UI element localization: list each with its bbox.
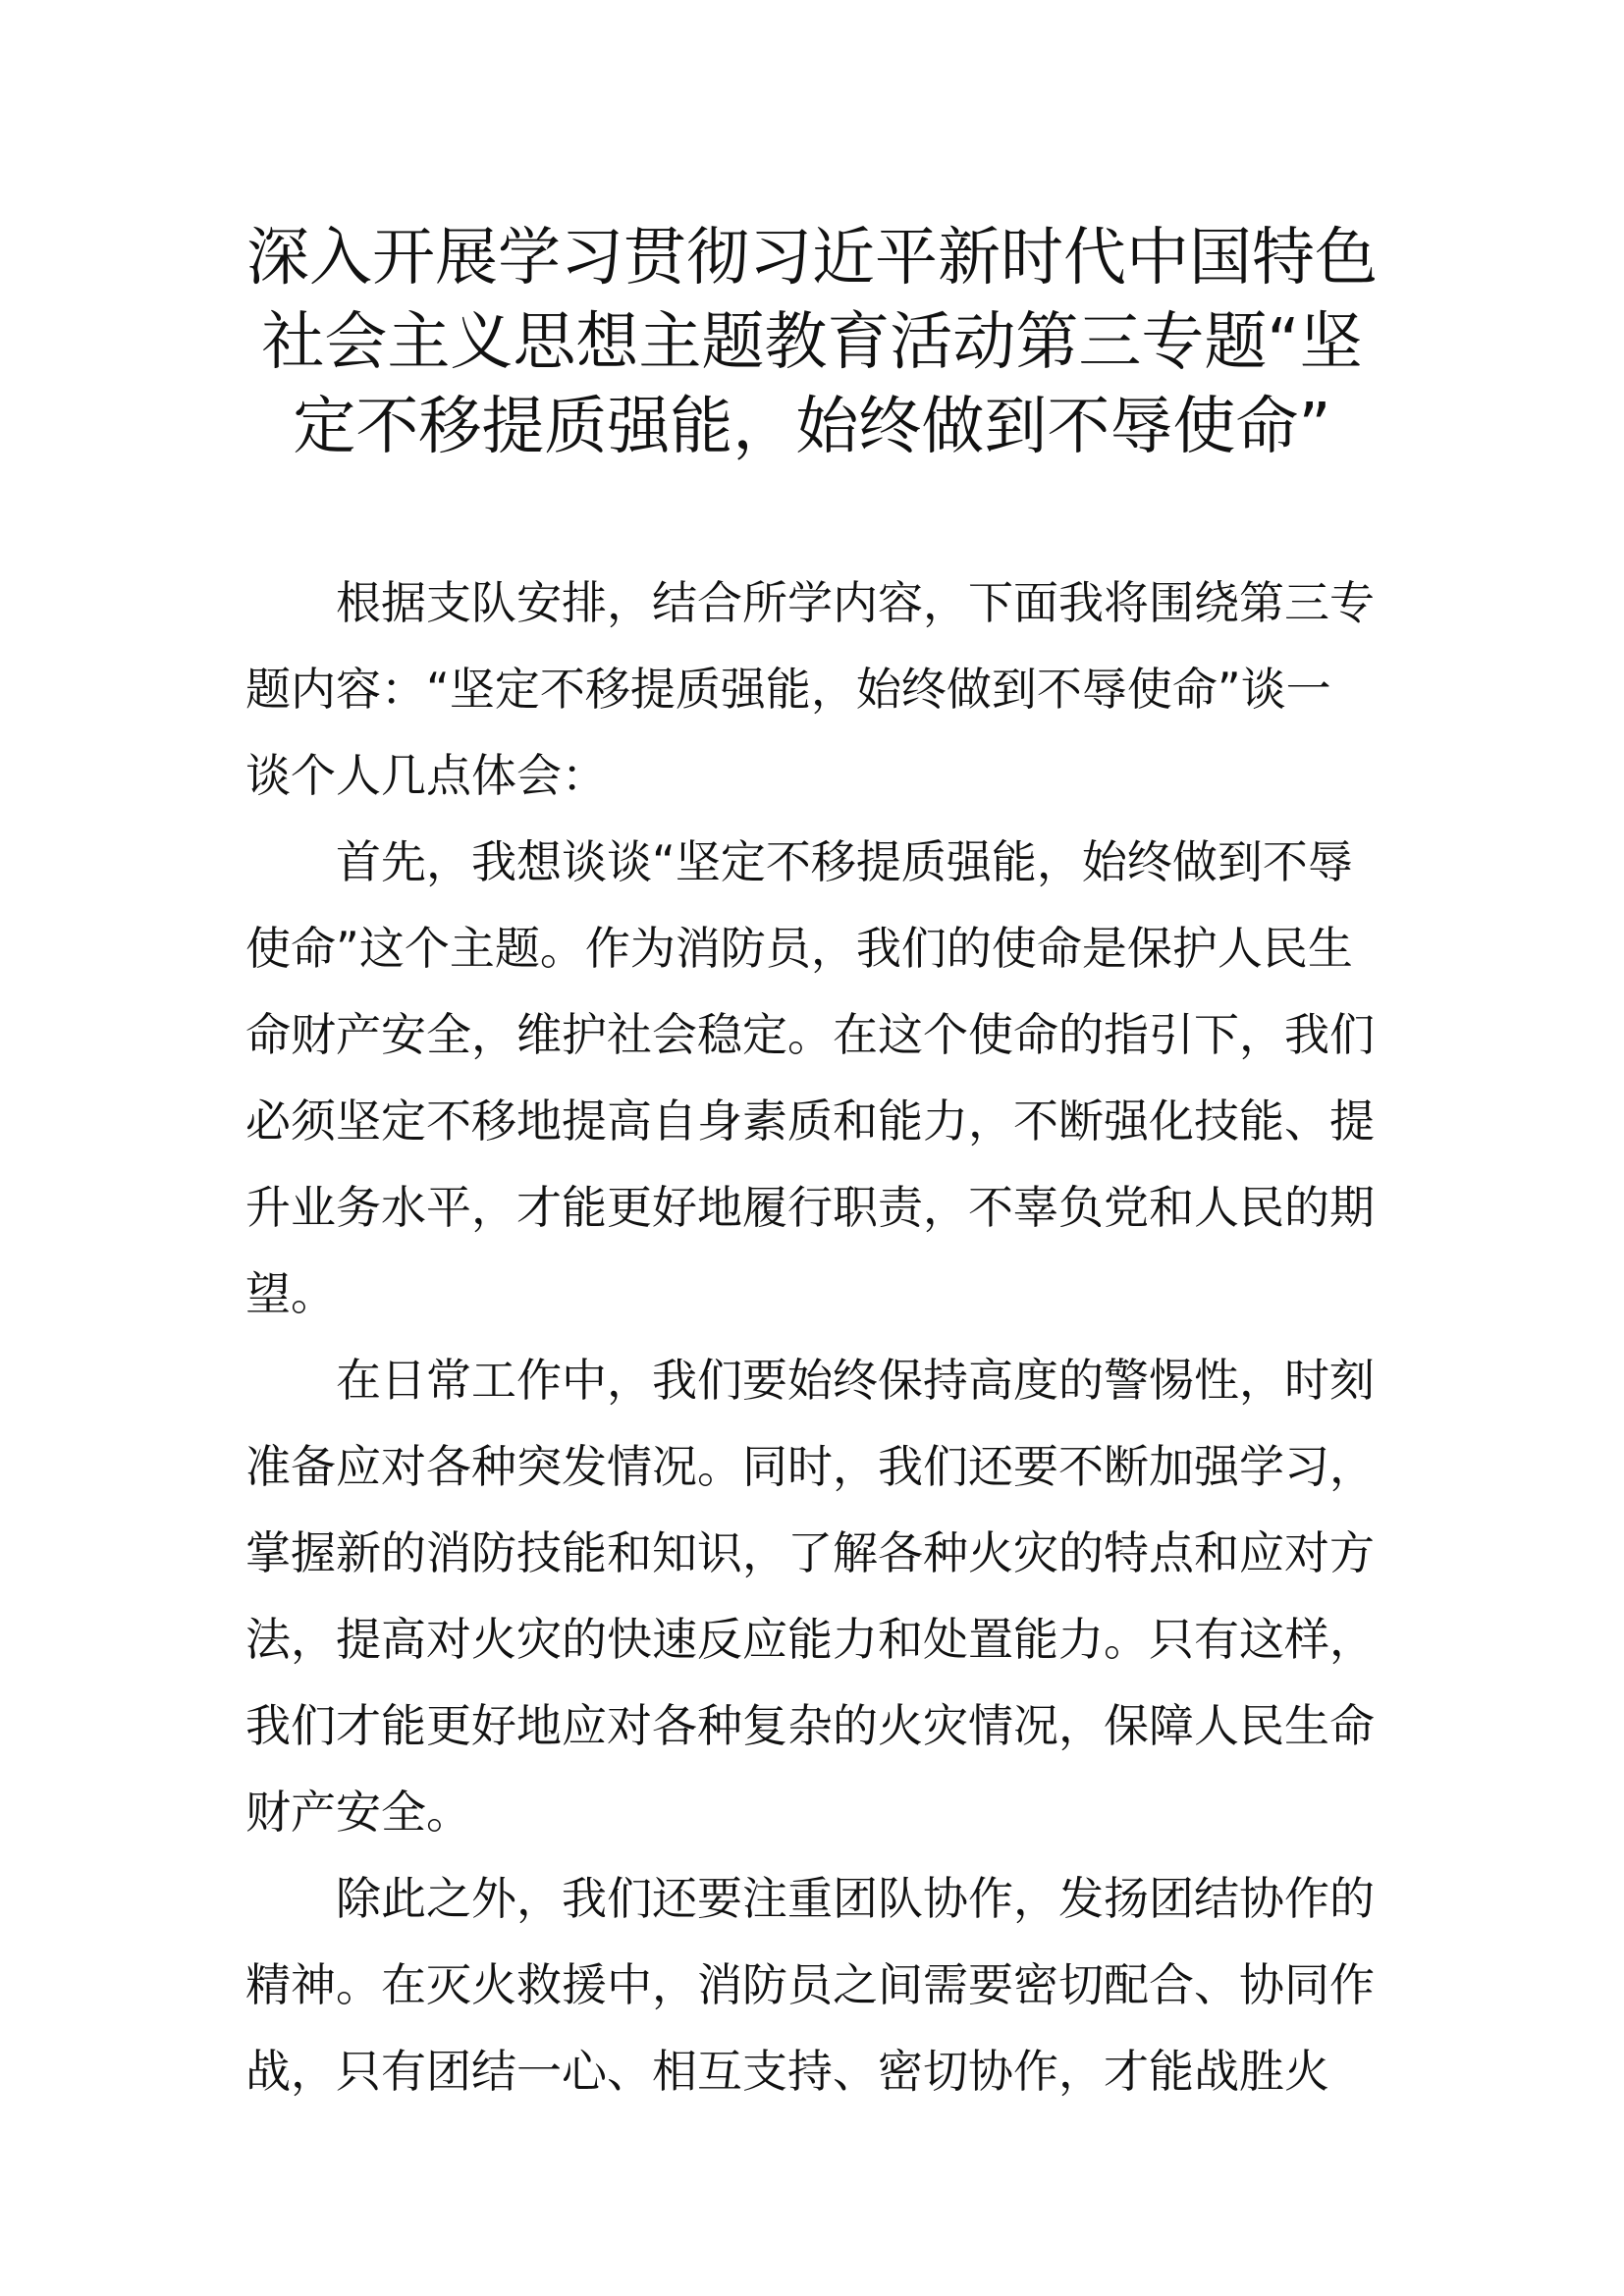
paragraph-line: 我们才能更好地应对各种复杂的火灾情况，保障人民生命 xyxy=(245,1699,1375,1752)
paragraph-line: 题内容：“坚定不移提质强能，始终做到不辱使命”谈一 xyxy=(245,663,1331,716)
paragraph-line: 首先，我想谈谈“坚定不移提质强能，始终做到不辱 xyxy=(336,835,1353,888)
paragraph-first-point xyxy=(245,819,1384,1337)
paragraph-line: 命财产安全，维护社会稳定。在这个使命的指引下，我们 xyxy=(245,1008,1375,1061)
paragraph-line: 财产安全。 xyxy=(245,1786,471,1839)
paragraph-line: 除此之外，我们还要注重团队协作，发扬团结协作的 xyxy=(336,1872,1375,1925)
document-body xyxy=(245,560,1384,2114)
paragraph-line: 在日常工作中，我们要始终保持高度的警惕性，时刻 xyxy=(336,1354,1375,1407)
paragraph-line: 精神。在灭火救援中，消防员之间需要密切配合、协同作 xyxy=(245,1958,1375,2011)
paragraph-line: 战，只有团结一心、相互支持、密切协作，才能战胜火 xyxy=(245,2045,1329,2098)
document-title xyxy=(245,216,1379,469)
paragraph-line: 谈个人几点体会： xyxy=(245,749,607,802)
title-line: 社会主义思想主题教育活动第三专题“坚 xyxy=(261,306,1363,379)
paragraph-line: 根据支队安排，结合所学内容，下面我将围绕第三专 xyxy=(336,576,1375,629)
paragraph-line: 升业务水平，才能更好地履行职责，不辜负党和人民的期 xyxy=(245,1181,1375,1234)
paragraph-teamwork xyxy=(245,1855,1384,2114)
paragraph-line: 掌握新的消防技能和知识，了解各种火灾的特点和应对方 xyxy=(245,1526,1375,1579)
paragraph-intro xyxy=(245,560,1384,819)
paragraph-daily-work xyxy=(245,1337,1384,1855)
paragraph-line: 望。 xyxy=(245,1267,336,1320)
title-line: 定不移提质强能，始终做到不辱使命” xyxy=(293,391,1331,463)
title-line: 深入开展学习贯彻习近平新时代中国特色 xyxy=(246,222,1378,294)
paragraph-line: 准备应对各种突发情况。同时，我们还要不断加强学习， xyxy=(245,1440,1375,1493)
paragraph-line: 法，提高对火灾的快速反应能力和处置能力。只有这样， xyxy=(245,1613,1375,1666)
paragraph-line: 使命”这个主题。作为消防员，我们的使命是保护人民生 xyxy=(245,922,1353,975)
paragraph-line: 必须坚定不移地提高自身素质和能力，不断强化技能、提 xyxy=(245,1095,1375,1148)
